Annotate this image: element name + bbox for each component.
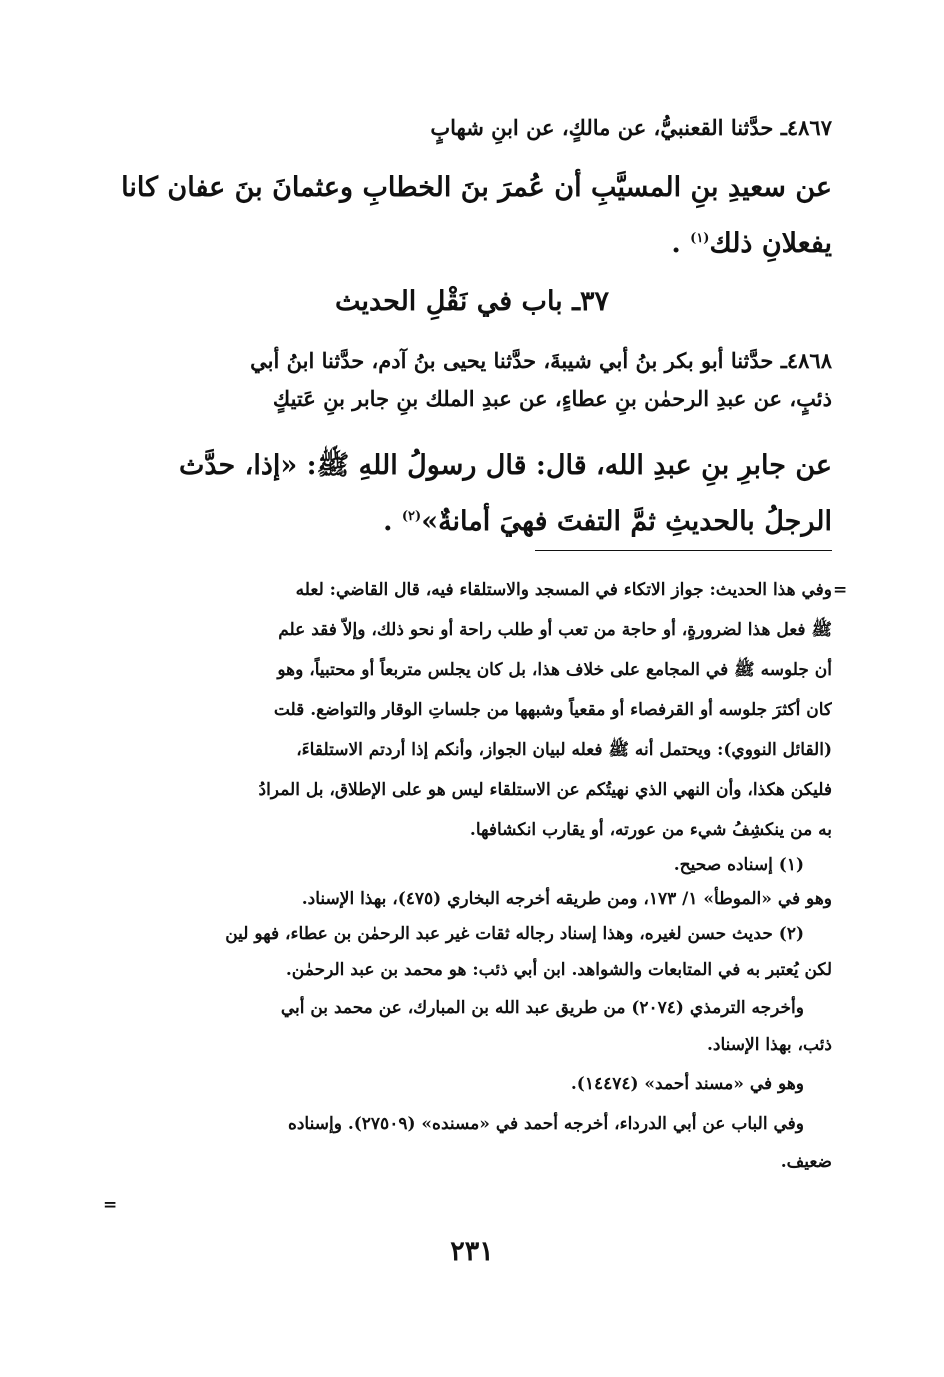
hadith-4868-isnad-line-2: ذئبٍ، عن عبدِ الرحمٰن بنِ عطاءٍ، عن عبدِ الملك بنِ جابر بنِ عَتيكٍ [272, 386, 832, 411]
footnote-continued-line: فليكن هكذا، وأن النهي الذي نهيتُكم عن الاستلقاء ليس هو على الإطلاق، بل المرادُ [258, 780, 832, 800]
hadith-4867-isnad-line: ٤٨٦٧ـ حدَّثنا القعنبيُّ، عن مالكٍ، عن ابنِ شهابٍ [430, 115, 832, 140]
continuation-mark-bottom: = [103, 1195, 118, 1215]
footnote-2-line: (٢) حديث حسن لغيره، وهذا إسناد رجاله ثقات غير عبد الرحمٰن بن عطاء، فهو لين [225, 924, 804, 944]
footnote-2-line: وفي الباب عن أبي الدرداء، أخرجه أحمد في «مسنده» (٢٧٥٠٩). وإسناده [287, 1114, 804, 1134]
page-number: ٢٣١ [450, 1236, 494, 1267]
footnote-ref-2: (٢) [401, 509, 422, 524]
footnote-1-line: (١) إسناده صحيح. [673, 855, 804, 875]
footnote-continued-line: كان أكثرَ جلوسه أو القرفصاء أو مقعياً وشبهها من جلساتِ الوقار والتواضع. قلت [273, 700, 832, 720]
footnote-continued-line: أن جلوسه ﷺ في المجامع على خلاف هذا، بل كان يجلس متربعاً أو محتبياً، وهو [277, 660, 832, 680]
hadith-4867-matn-line-1: عن سعيدِ بنِ المسيَّبِ أن عُمرَ بنَ الخطابِ وعثمانَ بنَ عفان كانا [121, 172, 832, 203]
footnote-2-line: ذئب، بهذا الإسناد. [707, 1035, 832, 1055]
footnote-continued-line: ﷺ فعل هذا لضرورةٍ، أو حاجة من تعب أو طلب راحة أو نحو ذلك، وإلاّ فقد علم [278, 620, 832, 640]
footnote-continued-line: وفي هذا الحديث: جواز الاتكاء في المسجد والاستلقاء فيه، قال القاضي: لعله [295, 580, 832, 600]
footnote-2-line: لكن يُعتبر به في المتابعات والشواهد. ابن أبي ذئب: هو محمد بن عبد الرحمٰن. [285, 960, 832, 980]
footnote-2-line: وأخرجه الترمذي (٢٠٧٤) من طريق عبد الله بن المبارك، عن محمد بن أبي [280, 998, 804, 1018]
hadith-4867-matn-text-2: يفعلانِ ذلك [709, 228, 832, 259]
hadith-4867-isnad [112, 110, 832, 146]
footnote-continued-line: (القائل النووي): ويحتمل أنه ﷺ فعله لبيان الجواز، وأنكم إذا أردتم الاستلقاءَ، [296, 740, 832, 760]
chapter-heading: ٣٧ـ باب في نَقْلِ الحديث [334, 286, 610, 317]
hadith-4867-matn-line-2 [112, 216, 832, 272]
sentence-end: . [383, 506, 393, 537]
hadith-4868-matn [112, 438, 832, 550]
footnote-divider [535, 550, 832, 551]
footnotes-section [112, 570, 832, 1180]
footnote-2-line: وهو في «مسند أحمد» (١٤٤٧٤). [570, 1074, 804, 1094]
footnote-ref-1: (١) [690, 231, 710, 246]
continuation-mark-top: = [833, 580, 848, 600]
footnote-2-line: ضعيف. [780, 1152, 832, 1172]
hadith-4868-isnad-line-1: ٤٨٦٨ـ حدَّثنا أبو بكر بنُ أبي شيبةَ، حدَّثنا يحيى بنُ آدم، حدَّثنا ابنُ أبي [250, 348, 832, 373]
hadith-4868-isnad [112, 342, 832, 418]
hadith-4868-matn-line-1: عن جابرِ بنِ عبدِ الله، قال: قال رسولُ اللهِ ﷺ: «إذا، حدَّث [178, 450, 832, 481]
sentence-end: . [671, 228, 681, 259]
hadith-4868-matn-text-2: الرجلُ بالحديثِ ثمَّ التفتَ فهيَ أمانةٌ» [421, 506, 832, 537]
footnote-continued-line: به من ينكشِفُ شيء من عورته، أو يقارب انكشافها. [469, 820, 832, 840]
footnote-1-line: وهو في «الموطأ» ١/ ١٧٣، ومن طريقه أخرجه البخاري (٤٧٥)، بهذا الإسناد. [301, 889, 832, 909]
hadith-4868-matn-line-2 [112, 494, 832, 550]
hadith-4867-matn [112, 160, 832, 272]
